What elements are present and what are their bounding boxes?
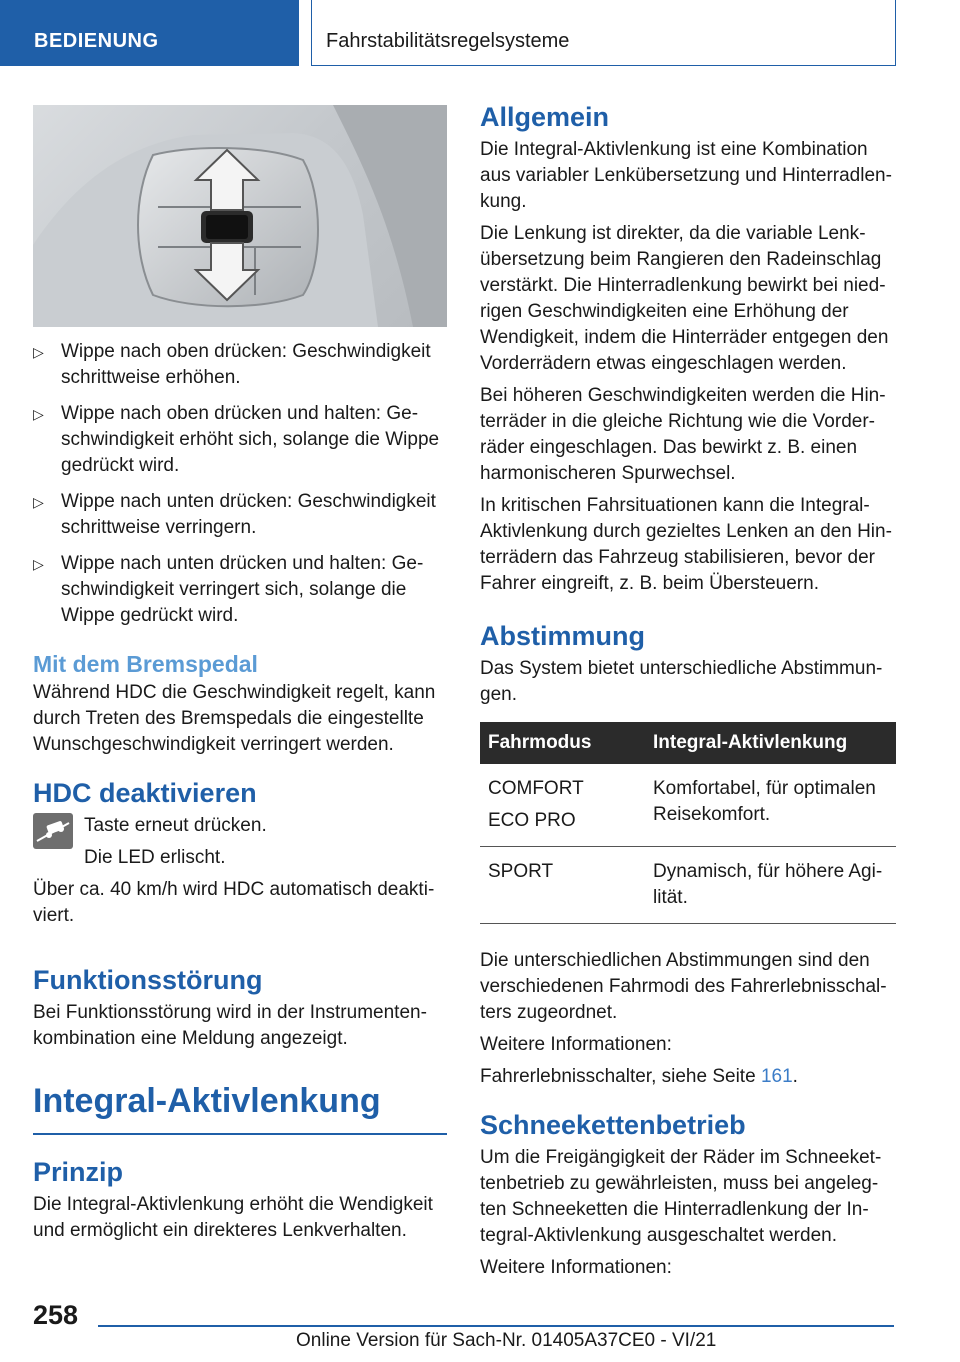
table-cell-mode: SPORT [480, 847, 645, 924]
table-row [480, 764, 896, 847]
hdc-step-1: Taste erneut drücken. [84, 815, 267, 836]
hdc-auto-text: Über ca. 40 km/h wird HDC automatisch deaktiviert. [33, 879, 435, 926]
abstimmung-table [480, 722, 896, 924]
allgemein-p3: Bei höheren Geschwindigkeiten werden die Hinterräder in die gleiche Richtung wie die Vorderräder eingeschlagen. Das bewirkt z. B. einen harmonischeren Spurwechsel. [480, 385, 886, 484]
abstimmung-heading: Abstimmung [480, 621, 645, 651]
stoerung-heading: Funktionsstörung [33, 965, 263, 995]
list-item: ▷ Wippe nach oben drücken: Geschwindigkeit schrittweise erhöhen. [33, 341, 431, 388]
list-item: ▷ Wippe nach oben drücken und halten: Geschwindigkeit erhöht sich, solange die Wippe gedrückt wird. [33, 403, 440, 476]
weitere-info-2: Weitere Informationen: [480, 1257, 672, 1278]
steering-wheel-photo [33, 105, 447, 327]
col-header-aktivlenkung: Integral-Aktivlenkung [645, 722, 896, 764]
triangle-bullet-icon: ▷ [33, 556, 44, 572]
schnee-heading: Schneekettenbetrieb [480, 1110, 746, 1140]
table-cell-desc: Dynamisch, für höhere Agilität. [645, 847, 896, 924]
right-column [480, 102, 896, 1287]
allgemein-p4: In kritischen Fahrsituationen kann die Integral-Aktivlenkung durch gezieltes Lenken an den Hinterrädern das Fahrzeug stabilisieren, bevor der Fahrer eingreift, z. B. beim Übersteuern. [480, 495, 892, 594]
footer-divider [98, 1325, 894, 1327]
abstimmung-text: Das System bietet unterschiedliche Abstimmungen. [480, 658, 883, 705]
hill-descent-icon [33, 813, 73, 849]
hdc-heading: HDC deaktivieren [33, 778, 257, 808]
prinzip-heading: Prinzip [33, 1157, 124, 1187]
page-link[interactable]: 161 [760, 1066, 793, 1087]
main-heading: Integral-Aktivlenkung [33, 1082, 447, 1135]
rocker-bullet-list [33, 339, 447, 629]
allgemein-heading: Allgemein [480, 102, 610, 132]
stoerung-text: Bei Funktionsstörung wird in der Instrumentenkombination eine Meldung angezeigt. [33, 1002, 427, 1049]
schnee-text: Um die Freigängigkeit der Räder im Schneekettenbetrieb zu gewährleisten, muss bei angelegten Schneeketten die Hinterradlenkung der Integral-Aktivlenkung ausgeschaltet werden. [480, 1147, 882, 1246]
rocker-switch-illustration [33, 105, 447, 327]
section-tab: BEDIENUNG [0, 0, 299, 66]
table-row [480, 847, 896, 924]
list-item: ▷ Wippe nach unten drücken und halten: Geschwindigkeit verringert sich, solange die Wippe gedrückt wird. [33, 553, 424, 626]
left-column [33, 105, 447, 1250]
allgemein-p2: Die Lenkung ist direkter, da die variable Lenkübersetzung beim Rangieren den Radeinschlag verstärkt. Die Hinterradlenkung bewirkt bei niedrigen Geschwindigkeiten eine Erhöhung der Wendigkeit, indem die Hinterräder entgegen den Vorderrädern etwas eingeschlagen werden. [480, 223, 889, 374]
hdc-step-2: Die LED erlischt. [84, 847, 226, 868]
chapter-tab: Fahrstabilitätsregelsysteme [311, 0, 896, 66]
triangle-bullet-icon: ▷ [33, 344, 44, 360]
page-number: 258 [33, 1300, 79, 1330]
table-cell-desc: Komfortabel, für optimalen Reisekomfort. [645, 764, 896, 847]
triangle-bullet-icon: ▷ [33, 406, 44, 422]
allgemein-p1: Die Integral-Aktivlenkung ist eine Kombination aus variabler Lenkübersetzung und Hinterradlenkung. [480, 139, 892, 212]
table-header-row [480, 722, 896, 764]
triangle-bullet-icon: ▷ [33, 494, 44, 510]
bremspedal-text: Während HDC die Geschwindigkeit regelt, kann durch Treten des Bremspedals die eingestellte Wunschgeschwindigkeit verringert werden. [33, 682, 436, 755]
list-item: ▷ Wippe nach unten drücken: Geschwindigkeit schrittweise verringern. [33, 491, 436, 538]
weitere-info-1: Weitere Informationen: [480, 1034, 672, 1055]
footer-text: Online Version für Sach-Nr. 01405A37CE0 - VI/21 [296, 1330, 717, 1351]
col-header-fahrmodus: Fahrmodus [480, 722, 645, 764]
table-cell-mode: COMFORT ECO PRO [480, 764, 645, 847]
hdc-steps [33, 813, 447, 871]
bremspedal-heading: Mit dem Bremspedal [33, 651, 258, 677]
prinzip-text: Die Integral-Aktivlenkung erhöht die Wendigkeit und ermöglicht ein direkteres Lenkverhalten. [33, 1194, 433, 1241]
cross-reference: Fahrerlebnisschalter, siehe Seite 161. [480, 1066, 798, 1087]
after-table-text: Die unterschiedlichen Abstimmungen sind den verschiedenen Fahrmodi des Fahrerlebnisschalters zugeordnet. [480, 950, 887, 1023]
